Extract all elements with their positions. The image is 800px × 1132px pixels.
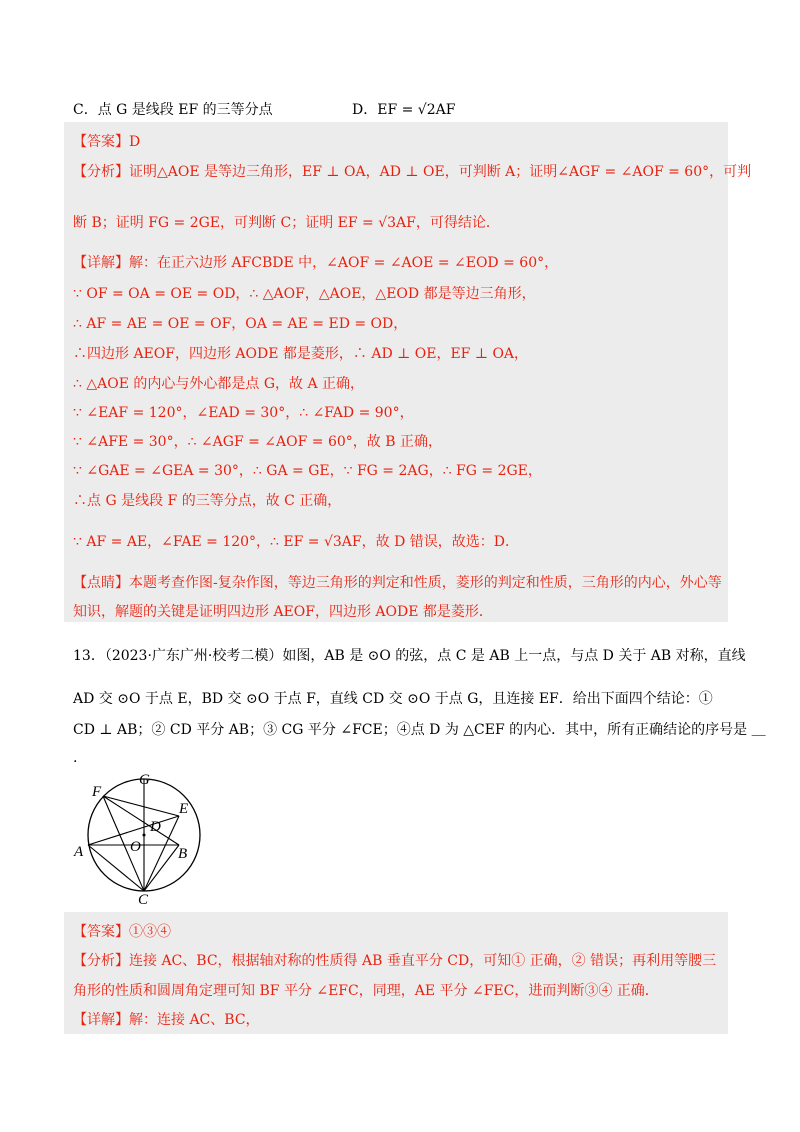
label-f: F [92,784,102,800]
label-b: B [178,846,188,862]
q12-detail-line: ∵ AF = AE，∠FAE = 120°，∴ EF = √3AF，故 D 错误，故选：D． [73,534,519,550]
q12-detail-line: ∴四边形 AEOF，四边形 AODE 都是菱形，∴ AD ⊥ OE，EF ⊥ OA， [73,346,529,362]
option-c: C．点 G 是线段 EF 的三等分点 [73,102,273,118]
q12-detail-line: ∵ ∠GAE = ∠GEA = 30°，∴ GA = GE，∵ FG = 2AG，∴ FG = 2GE， [73,463,542,479]
segment-fe [103,796,179,816]
q13-stem-line-3: CD ⊥ AB；② CD 平分 AB；③ CG 平分 ∠FCE；④点 D 为 △CEF 的内心．其中，所有正确结论的序号是 ＿ [73,722,766,738]
q12-analysis-line-2: 断 B；证明 FG = 2GE，可判断 C；证明 EF = √3AF，可得结论． [73,215,500,231]
q12-detail-line: ∵ OF = OA = OE = OD，∴ △AOF，△AOE，△EOD 都是等边三角形， [73,286,536,302]
q12-detail-line: ∴ △AOE 的内心与外心都是点 G，故 A 正确， [73,376,365,392]
segment-bf [103,796,179,845]
q12-detail-line: ∴ AF = AE = OE = OF，OA = AE = ED = OD， [73,316,408,332]
label-o: O [130,839,141,855]
q12-answer: 【答案】D [73,134,141,150]
q12-detail-line: ∵ ∠EAF = 120°，∠EAD = 30°，∴ ∠FAD = 90°， [73,405,414,421]
label-e: E [179,801,189,817]
label-g: G [139,772,150,788]
q12-comment-line-2: 知识，解题的关键是证明四边形 AEOF，四边形 AODE 都是菱形． [73,604,493,620]
label-d: D [150,819,161,835]
q13-stem-line-2: AD 交 ⊙O 于点 E，BD 交 ⊙O 于点 F，直线 CD 交 ⊙O 于点 G，且连接 EF．给出下面四个结论：① [73,691,713,707]
q12-detail-line: 【详解】解：在正六边形 AFCBDE 中，∠AOF = ∠AOE = ∠EOD = 60°， [73,255,559,271]
q13-analysis-line-2: 角形的性质和圆周角定理可知 BF 平分 ∠EFC，同理，AE 平分 ∠FEC，进而判断③④ 正确． [73,983,659,999]
label-c: C [138,892,149,904]
center-point [143,834,146,837]
q12-analysis-line-1: 【分析】证明△AOE 是等边三角形，EF ⊥ OA，AD ⊥ OE，可判断 A；证明∠AGF = ∠AOF = 60°，可判 [73,164,752,180]
q13-answer: 【答案】①③④ [73,924,171,940]
option-d: D．EF = √2AF [352,102,456,118]
q12-comment-line-1: 【点睛】本题考查作图-复杂作图，等边三角形的判定和性质，菱形的判定和性质，三角形的内心，外心等 [73,575,722,591]
q13-stem-line-1: 13．（2023·广东广州·校考二模）如图，AB 是 ⊙O 的弦，点 C 是 AB 上一点，与点 D 关于 AB 对称，直线 [73,648,746,664]
segment-bc [144,845,179,891]
circle-geometry-figure [66,772,206,904]
q13-detail-line-1: 【详解】解：连接 AC、BC， [73,1012,260,1028]
q12-detail-line: ∴点 G 是线段 F 的三等分点，故 C 正确， [73,493,342,509]
q12-detail-line: ∵ ∠AFE = 30°，∴ ∠AGF = ∠AOF = 60°，故 B 正确， [73,434,442,450]
q13-stem-line-4: . [73,750,78,766]
label-a: A [74,844,84,860]
q13-analysis-line-1: 【分析】连接 AC、BC，根据轴对称的性质得 AB 垂直平分 CD，可知① 正确，② 错误；再利用等腰三 [73,953,717,969]
